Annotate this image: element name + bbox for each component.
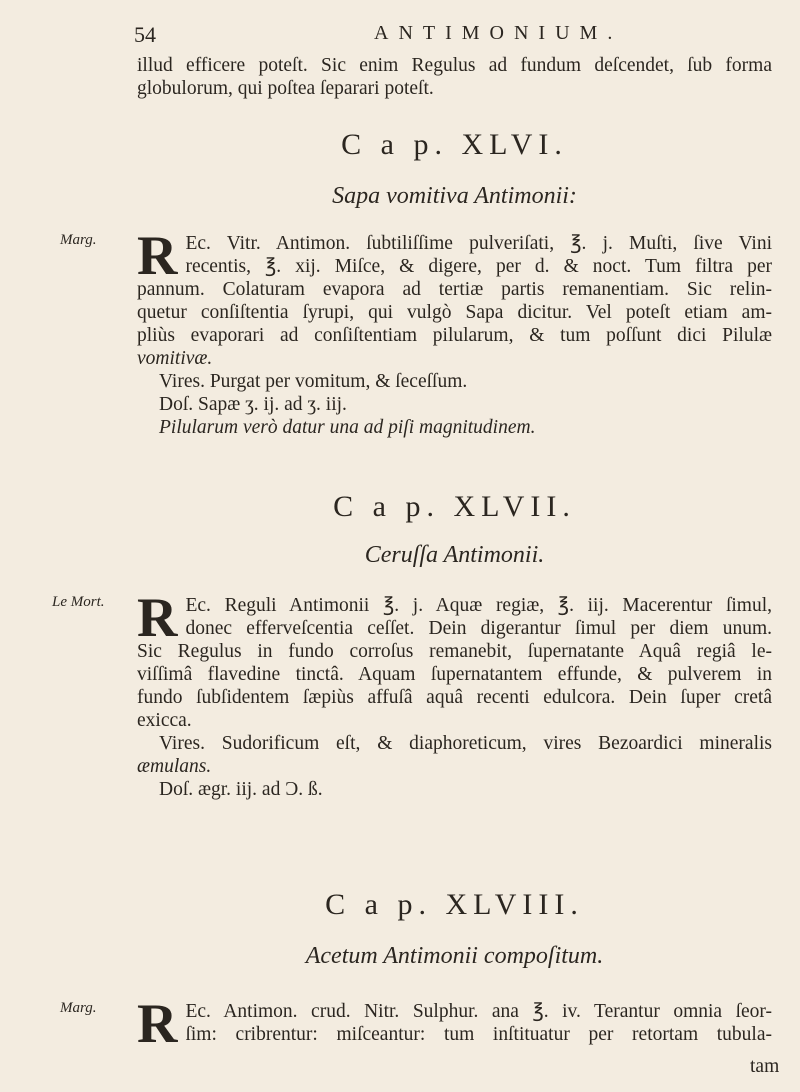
vires-line: Vires. Purgat per vomitum, & ſeceſſum. bbox=[159, 371, 468, 392]
text-line: fundo ſubſidentem ſæpiùs affuſâ aquâ recenti edulcora. Dein ſuper cretâ bbox=[137, 687, 772, 708]
dose-line: Doſ. Sapæ ʒ. ij. ad ʒ. iij. bbox=[159, 394, 347, 415]
margin-note: Le Mort. bbox=[52, 594, 105, 610]
page-number: 54 bbox=[134, 22, 156, 47]
margin-note: Marg. bbox=[60, 232, 97, 248]
chapter-heading-47: C a p. XLVII. bbox=[333, 490, 576, 523]
text-line: Ec. Reguli Antimonii ℥. j. Aquæ regiæ, ℥. iij. Macerentur ſimul, bbox=[185, 595, 772, 616]
carryover-text bbox=[137, 54, 772, 100]
vires-line: Vires. Sudorificum eſt, & diaphoreticum, vires Bezoardici mineralis bbox=[159, 733, 772, 754]
text-line: æmulans. bbox=[137, 756, 212, 777]
text-line: Pilularum verò datur una ad piſi magnitudinem. bbox=[159, 417, 536, 438]
text-line: Sic Regulus in fundo corroſus remanebit, ſupernatante Aquâ regiâ le- bbox=[137, 641, 772, 662]
text-line: donec efferveſcentia ceſſet. Dein digerantur ſimul per diem unum. bbox=[185, 618, 772, 639]
dose-line: Doſ. ægr. iij. ad Ɔ. ß. bbox=[159, 779, 323, 800]
text-line: globulorum, qui poſtea ſeparari poteſt. bbox=[137, 78, 434, 99]
catchword: tam bbox=[750, 1056, 780, 1077]
drop-cap: R bbox=[137, 993, 178, 1055]
running-head bbox=[134, 22, 754, 48]
text-line: pliùs evaporari ad conſiſtentiam pilularum, & tum poſſunt dici Pilulæ bbox=[137, 325, 772, 346]
text-line: viſſimâ flavedine tinctâ. Aquam ſupernatantem effunde, & pulverem in bbox=[137, 664, 772, 685]
recipe-46 bbox=[137, 225, 772, 439]
drop-cap: R bbox=[137, 225, 178, 287]
text-line: Ec. Antimon. crud. Nitr. Sulphur. ana ℥. iv. Terantur omnia ſeor- bbox=[185, 1001, 772, 1022]
recipe-47 bbox=[137, 587, 772, 801]
text-line: illud efficere poteſt. Sic enim Regulus ad fundum deſcendet, ſub forma bbox=[137, 55, 772, 76]
text-line: exicca. bbox=[137, 710, 192, 731]
chapter-heading-48: C a p. XLVIII. bbox=[325, 888, 584, 921]
text-line: quetur conſiſtentia ſyrupi, qui vulgò Sapa dicitur. Vel poteſt etiam am- bbox=[137, 302, 772, 323]
chapter-title-48: Acetum Antimonii compoſitum. bbox=[305, 943, 604, 969]
chapter-heading-46: C a p. XLVI. bbox=[341, 128, 568, 161]
recipe-48 bbox=[137, 993, 772, 1055]
drop-cap: R bbox=[137, 587, 178, 649]
running-title: ANTIMONIUM. bbox=[374, 22, 623, 44]
text-line: ſim: cribrentur: miſceantur: tum inſtituatur per retortam tubula- bbox=[185, 1024, 772, 1045]
text-line: Ec. Vitr. Antimon. ſubtiliſſime pulveriſati, ℥. j. Muſti, ſive Vini bbox=[185, 233, 772, 254]
text-line: pannum. Colaturam evapora ad tertiæ partis remanentiam. Sic relin- bbox=[137, 279, 772, 300]
text-line: recentis, ℥. xij. Miſce, & digere, per d. & noct. Tum filtra per bbox=[185, 256, 772, 277]
chapter-title-46: Sapa vomitiva Antimonii: bbox=[332, 183, 577, 209]
text-line: vomitivæ. bbox=[137, 348, 213, 369]
chapter-title-47: Ceruſſa Antimonii. bbox=[364, 542, 545, 568]
margin-note: Marg. bbox=[60, 1000, 97, 1016]
